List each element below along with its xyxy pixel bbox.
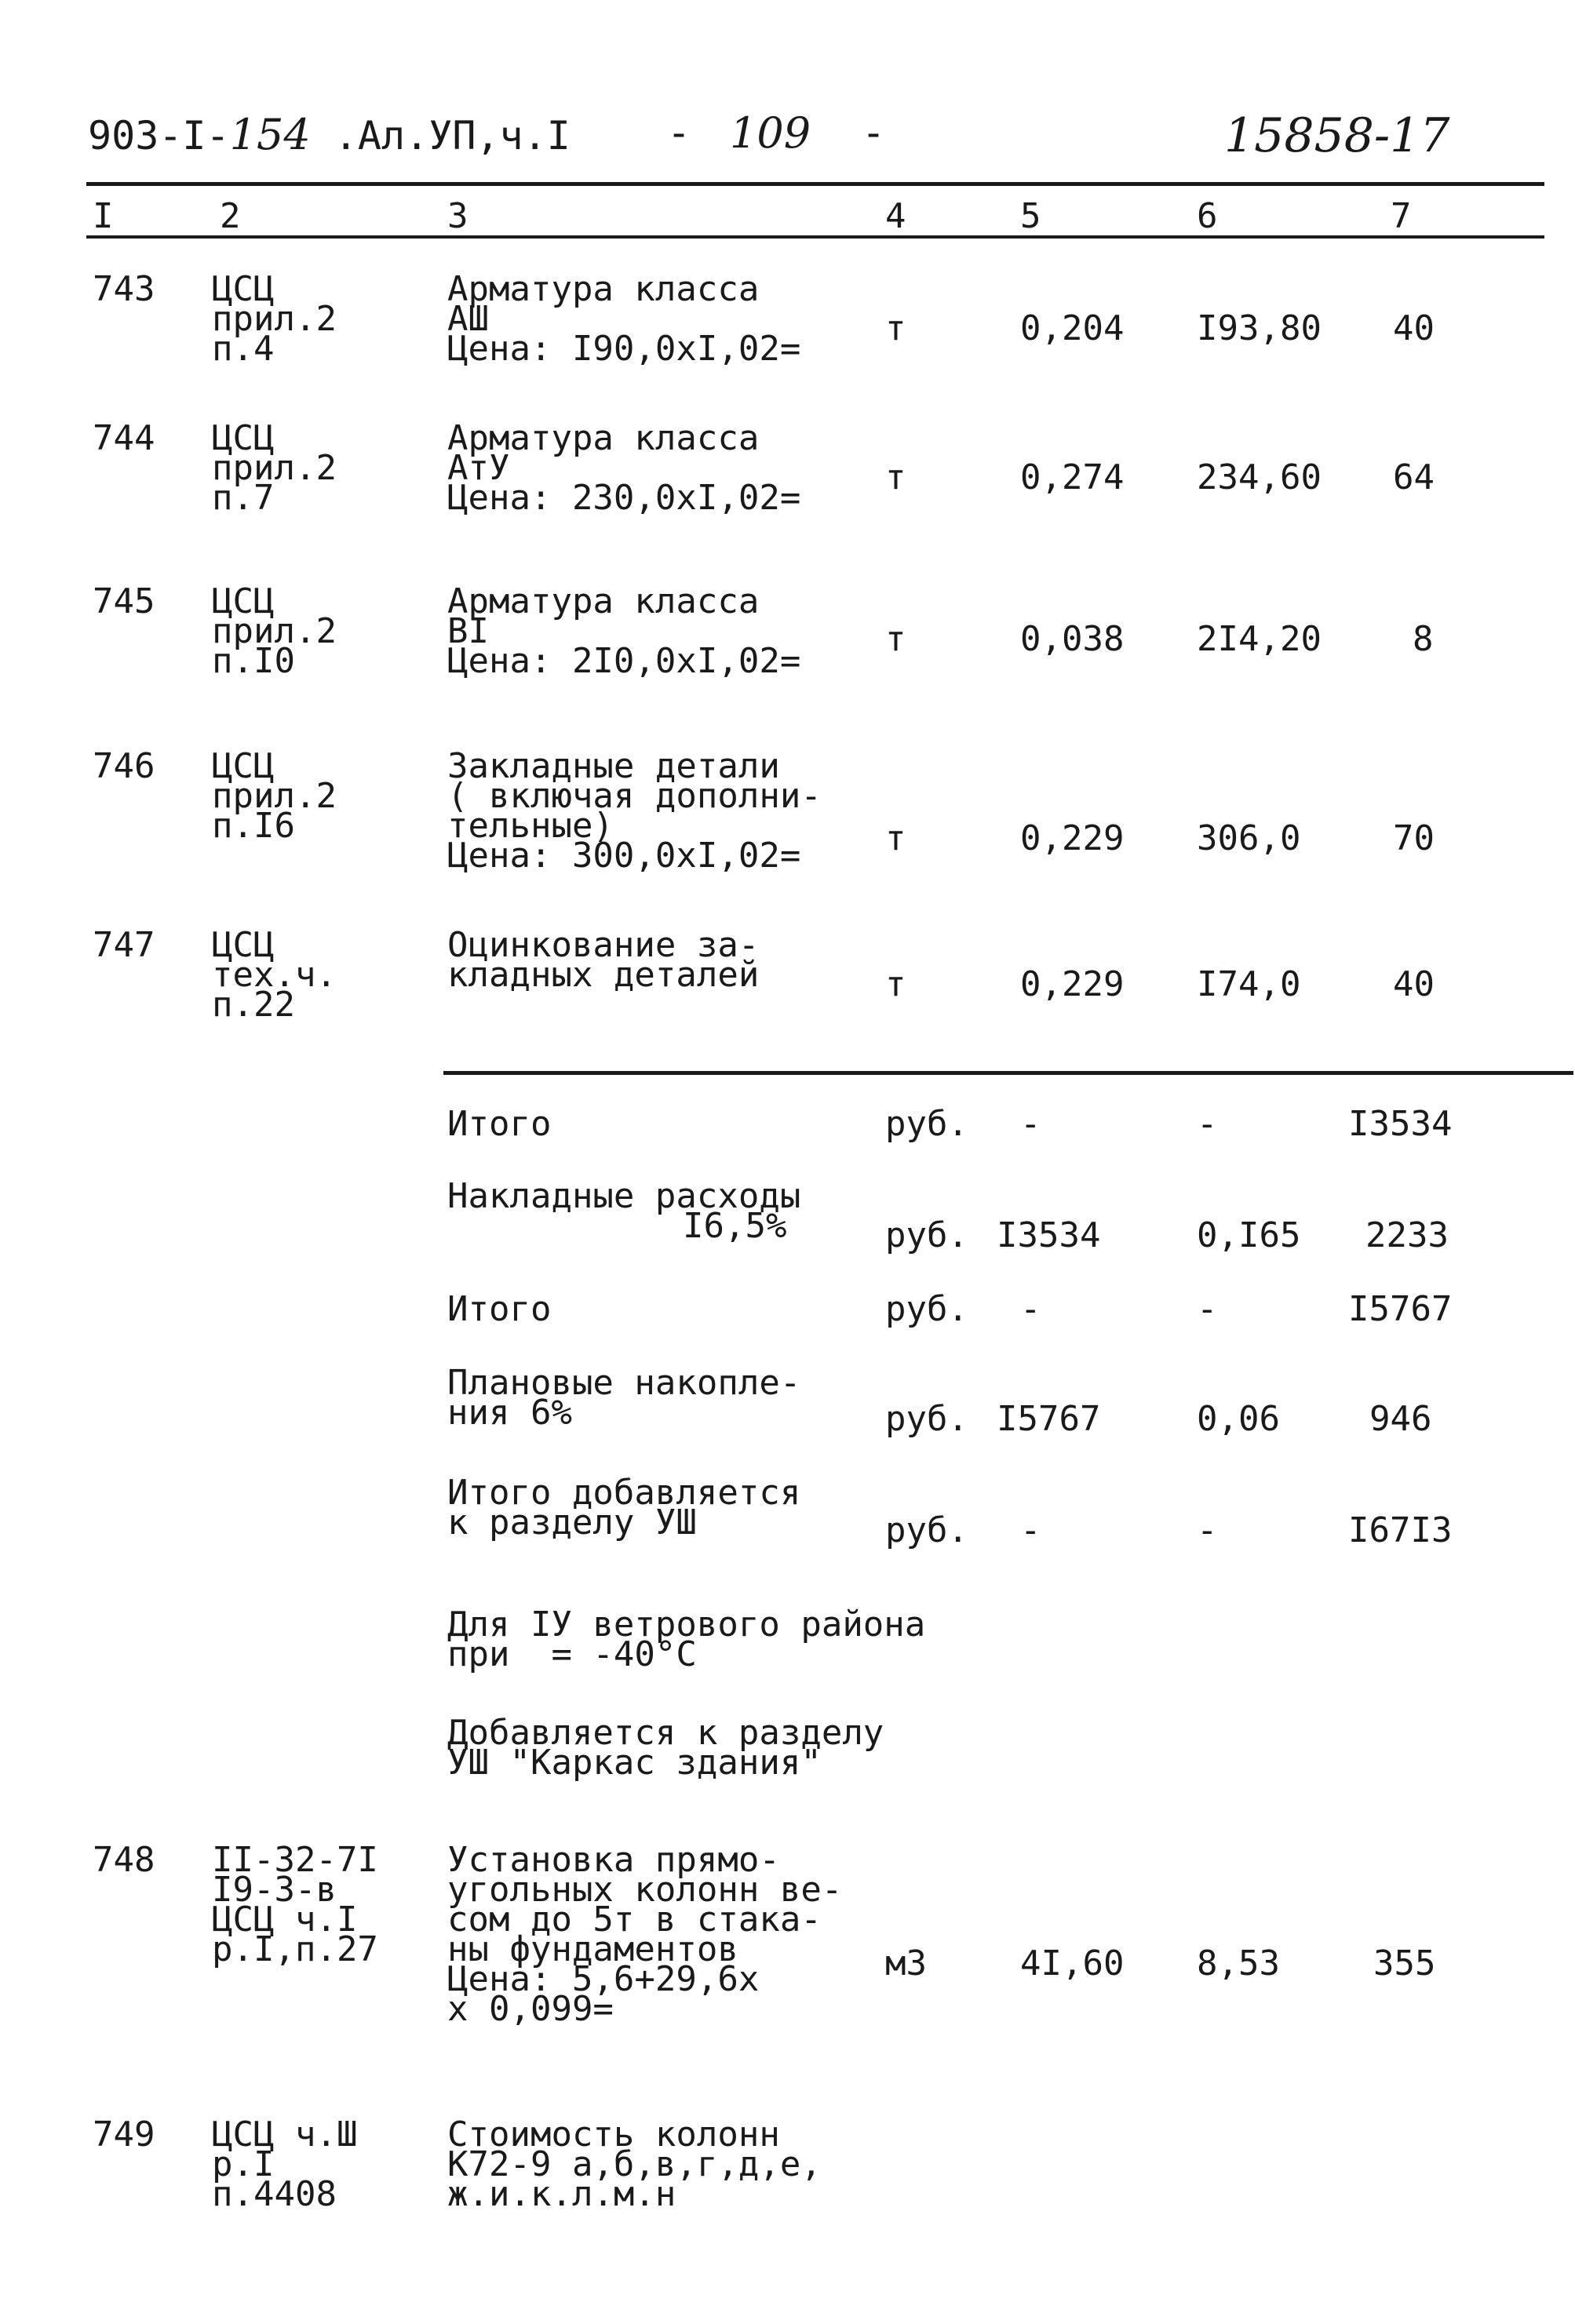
row-description: Закладные детали ( включая дополни- тельные) Цена: 300,0xI,02= xyxy=(447,746,822,876)
summary-unit: руб. xyxy=(885,1104,968,1144)
summary-unit: руб. xyxy=(885,1399,968,1439)
row-number: 744 xyxy=(93,418,155,458)
row-ref: ЦСЦ ч.Ш р.I п.4408 xyxy=(212,2115,358,2214)
row-quantity: 0,229 xyxy=(1020,818,1125,858)
summary-rule xyxy=(443,1071,1573,1075)
row-number: 749 xyxy=(93,2115,155,2155)
row-total: 64 xyxy=(1393,457,1435,497)
row-price: 306,0 xyxy=(1197,818,1301,858)
row-price: 234,60 xyxy=(1197,457,1322,497)
column-header-1: I xyxy=(93,196,114,236)
summary-quantity: I5767 xyxy=(997,1399,1101,1439)
row-ref: ЦСЦ прил.2 п.I0 xyxy=(212,581,337,681)
summary-quantity: I3534 xyxy=(997,1215,1101,1255)
column-header-5: 5 xyxy=(1020,196,1041,236)
note-added-to-section: Добавляется к разделу УШ "Каркас здания" xyxy=(447,1713,884,1783)
column-header-4: 4 xyxy=(885,196,906,236)
page-number: 109 xyxy=(730,108,811,158)
column-header-7: 7 xyxy=(1391,196,1412,236)
row-unit: т xyxy=(885,308,906,348)
row-quantity: 0,038 xyxy=(1020,619,1125,659)
summary-description: Итого xyxy=(447,1104,552,1144)
row-quantity: 0,204 xyxy=(1020,308,1125,348)
row-description: Оцинкование за- кладных деталей xyxy=(447,925,760,995)
summary-description: Итого xyxy=(447,1289,552,1329)
row-ref: II-32-7I I9-3-в ЦСЦ ч.I р.I,п.27 xyxy=(212,1840,378,1969)
row-description: Арматура класса BI Цена: 2I0,0xI,02= xyxy=(447,581,801,681)
column-header-3: 3 xyxy=(447,196,468,236)
row-total: 40 xyxy=(1393,964,1435,1004)
summary-price: 0,06 xyxy=(1197,1399,1280,1439)
summary-quantity: - xyxy=(1020,1289,1041,1329)
column-header-6: 6 xyxy=(1197,196,1218,236)
summary-total: 2233 xyxy=(1365,1215,1449,1255)
row-quantity: 4I,60 xyxy=(1020,1943,1125,1983)
row-number: 748 xyxy=(93,1840,155,1880)
summary-price: - xyxy=(1197,1104,1218,1144)
summary-description: Плановые накопле- ния 6% xyxy=(447,1363,801,1433)
row-price: I93,80 xyxy=(1197,308,1322,348)
row-total: 8 xyxy=(1413,619,1434,659)
row-description: Арматура класса АШ Цена: I90,0xI,02= xyxy=(447,269,801,369)
row-price: 8,53 xyxy=(1197,1943,1280,1983)
summary-unit: руб. xyxy=(885,1215,968,1255)
row-unit: т xyxy=(885,818,906,858)
column-header-2: 2 xyxy=(220,196,241,236)
summary-quantity: - xyxy=(1020,1510,1041,1550)
row-total: 70 xyxy=(1393,818,1435,858)
document-code xyxy=(88,110,571,159)
code-prefix: 903-I- xyxy=(88,113,230,158)
header-rule-top xyxy=(86,182,1544,186)
row-unit: т xyxy=(885,619,906,659)
row-quantity: 0,229 xyxy=(1020,964,1125,1004)
row-ref: ЦСЦ прил.2 п.I6 xyxy=(212,746,337,846)
row-ref: ЦСЦ прил.2 п.7 xyxy=(212,418,337,518)
row-total: 355 xyxy=(1373,1943,1436,1983)
summary-price: 0,I65 xyxy=(1197,1215,1301,1255)
summary-total: 946 xyxy=(1369,1399,1432,1439)
code-suffix: .Ал.УП,ч.I xyxy=(310,113,571,158)
row-ref: ЦСЦ прил.2 п.4 xyxy=(212,269,337,369)
row-unit: м3 xyxy=(885,1943,927,1983)
row-unit: т xyxy=(885,964,906,1004)
summary-quantity: - xyxy=(1020,1104,1041,1144)
row-description: Арматура класса АтУ Цена: 230,0xI,02= xyxy=(447,418,801,518)
row-number: 747 xyxy=(93,925,155,965)
row-number: 746 xyxy=(93,746,155,786)
row-ref: ЦСЦ тех.ч. п.22 xyxy=(212,925,337,1025)
summary-total: I3534 xyxy=(1348,1104,1453,1144)
summary-price: - xyxy=(1197,1510,1218,1550)
page-dash-left: - xyxy=(667,110,691,155)
row-price: 2I4,20 xyxy=(1197,619,1322,659)
header-rule-bottom xyxy=(86,235,1544,239)
summary-total: I67I3 xyxy=(1348,1510,1453,1550)
summary-description: Итого добавляется к разделу УШ xyxy=(447,1473,801,1543)
summary-unit: руб. xyxy=(885,1510,968,1550)
sheet-number: 15858-17 xyxy=(1224,108,1450,163)
row-price: I74,0 xyxy=(1197,964,1301,1004)
row-description: Установка прямо- угольных колонн ве- сом до 5т в стака- ны фундаментов Цена: 5,6+29,6x x 0,099= xyxy=(447,1840,843,2029)
row-unit: т xyxy=(885,457,906,497)
summary-unit: руб. xyxy=(885,1289,968,1329)
row-description: Стоимость колонн К72-9 а,б,в,г,д,е, ж.и.к.л.м.н xyxy=(447,2115,822,2214)
summary-price: - xyxy=(1197,1289,1218,1329)
code-handwritten: 154 xyxy=(229,110,311,159)
summary-total: I5767 xyxy=(1348,1289,1453,1329)
row-number: 743 xyxy=(93,269,155,309)
note-wind-region: Для IУ ветрового района при = -40°С xyxy=(447,1605,926,1674)
row-total: 40 xyxy=(1393,308,1435,348)
page-dash-right: - xyxy=(862,110,886,155)
row-quantity: 0,274 xyxy=(1020,457,1125,497)
row-number: 745 xyxy=(93,581,155,621)
summary-description: Накладные расходы I6,5% xyxy=(447,1176,801,1246)
